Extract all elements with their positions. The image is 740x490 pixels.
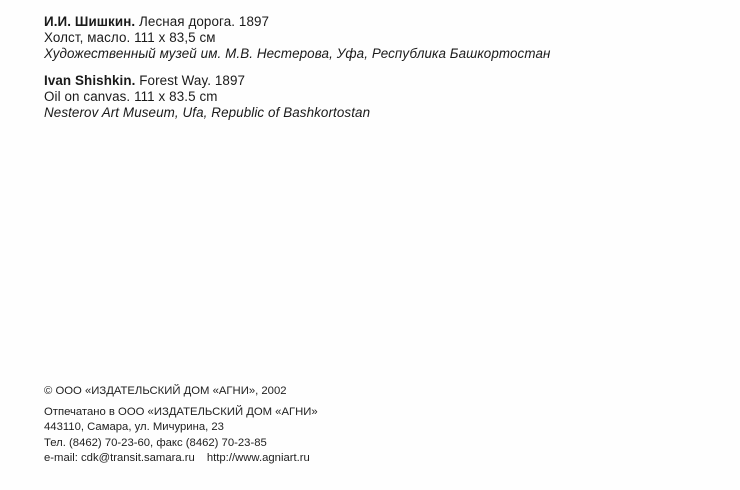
russian-author: И.И. Шишкин. (44, 14, 136, 29)
website-link[interactable]: http://www.agniart.ru (206, 452, 310, 465)
english-medium: Oil on canvas. 111 x 83.5 cm (44, 89, 218, 104)
copyright-notice: © ООО «ИЗДАТЕЛЬСКИЙ ДОМ «АГНИ», 2002 (44, 385, 287, 397)
email-text: e-mail: cdk@transit.samara.ru (44, 452, 195, 465)
russian-artwork-title: Лесная дорога. 1897 (139, 14, 270, 29)
russian-caption (44, 14, 550, 62)
publisher-imprint (44, 384, 318, 467)
english-author: Ivan Shishkin. (44, 73, 136, 88)
english-artwork-title: Forest Way. 1897 (139, 73, 246, 88)
address-line: 443110, Самара, ул. Мичурина, 23 (44, 421, 224, 434)
contacts-line (44, 451, 318, 467)
english-title-line (44, 73, 370, 89)
english-museum: Nesterov Art Museum, Ufa, Republic of Bashkortostan (44, 105, 371, 120)
russian-museum: Художественный музей им. М.В. Нестерова, Уфа, Республика Башкортостан (44, 46, 551, 61)
russian-title-line (44, 14, 550, 30)
english-caption (44, 73, 370, 121)
printer-line: Отпечатано в ООО «ИЗДАТЕЛЬСКИЙ ДОМ «АГНИ» (44, 405, 318, 418)
russian-medium: Холст, масло. 111 х 83,5 см (44, 30, 216, 45)
phone-line: Тел. (8462) 70-23-60, факс (8462) 70-23-85 (44, 436, 267, 449)
